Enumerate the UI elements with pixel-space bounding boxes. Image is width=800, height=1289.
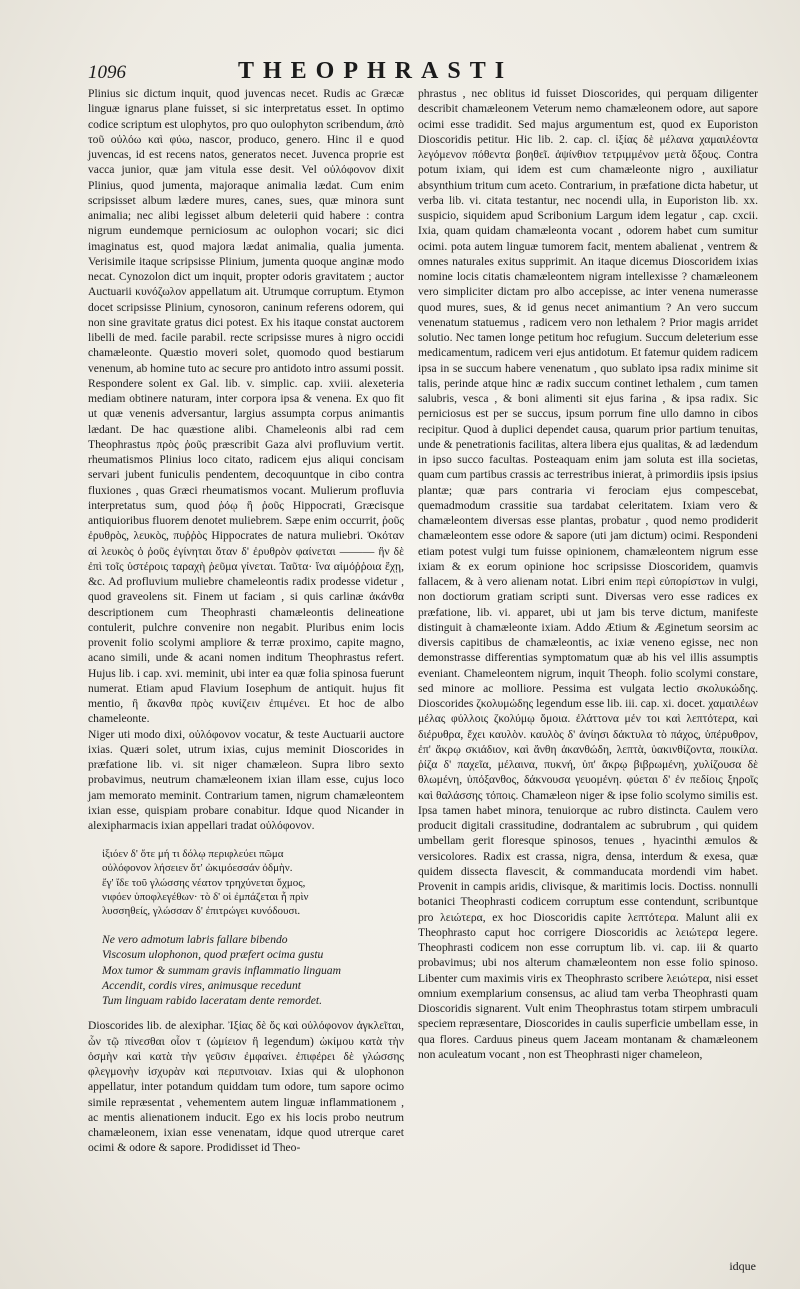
left-paragraph-3: Dioscorides lib. de alexiphar. Ἰξίας δὲ ὅς καὶ οὐλόφονον ἀγκλεῖται, ὧν τῷ πίνεσθαι οἶον τ (ὠμίειον ἢ legendum) ὠκίμου κατὰ τὴν ὀσμὴν καὶ κατὰ τὴν γεῦσιν ἐμφαίνει. ἐπιφέρει δὲ γλώσσης φλεγμονὴν ἰσχυρὰν καὶ περιπνοιαν. Ixias qui & ulophonon appellatur, inter potandum quiddam tum odore, tum sapore ocimo simile repræsentat , vehementem autem linguæ inflammationem , ac mentis alienationem inducit. Ego ex his locis probo neutrum chamæleonem, ixian esse venenatam, idque quod utrerque caret ocimi & odore & sapore. Prodidisset id Theo- <box>88 1019 404 1155</box>
greek-verse-line: νιφόεν ὑποφλεγέθων· τὸ δ' οἱ ἐμπάζεται ἦ πρὶν <box>102 890 309 903</box>
left-paragraph-2: Niger uti modo dixi, οὐλόφονον vocatur, & teste Auctuarii auctore ixias. Quæri solet, utrum ixias, cujus meminit Dioscorides in præfatione lib. vi. sit niger chamæleon. Supra libro sexto probavimus, neutrum chamæleonem ixian illam esse, cujus loco jam memorato meminit. Contrarium tamen, nigrum chamæleontem ixian esse, quispiam probare conabitur. Idque quod Nicander in alexipharmacis ixian appellari tradat οὐλόφονον. <box>88 727 404 832</box>
greek-verse-line: λυσσηθείς, γλώσσαν δ' ἐπιτρώγει κυνόδουσι. <box>102 905 301 918</box>
latin-verse-line: Ne vero admotum labris fallare bibendo <box>102 933 288 947</box>
latin-verse-line: Accendit, cordis vires, animusque recedunt <box>102 978 301 992</box>
greek-verse-block <box>102 847 404 918</box>
right-paragraph-1: phrastus , nec oblitus id fuisset Dioscorides, qui perquam diligenter describit chamæleonem Veterum nemo chamæleonem odore, aut sapore ocimi esse tradidit. Sed majus argumentum est, quod ex Euporiston Dioscoridis petitur. Hic lib. 2. cap. cl. ἰξίας δὲ μέλανα χαμαιλέοντα λεγόμενον πόθεντα βοηθεῖ. ἀψίνθιον τετριμμένον μετὰ ὄξους. Contra potum ixiam, qui idem est cum chamæleonte nigro , auxiliatur absynthium tritum cum aceto. Contrarium, in præfatione dicta habetur, ut verba lib. vi. citata testantur, nec nocendi ulla, in Euporiston lib. xx. suspicio, siquidem apud Scribonium Largum idem legatur , cap. cxcii. Ixia, quam quidam chamæleonta vocant , odorem habet cum sumitur ocimi. pota autem linguæ tumorem facit, mentem abalienat , ventrem & omnes naturales exitus supprimit. An itaque dicemus Dioscoridem ixias nomine locis citatis chamæleontem nigram intellexisse ? chamæleonem vero simpliciter dictam pro albo accepisse, ac inter venena numerasse quod mures, sues, & id genus necet animantium ? An vero succum venenatum statuemus , radicem vero non lethalem ? Prior magis arridet solutio. Nec tamen longe petitum hoc refugium. Succum deleterium esse medicamentum, radicem veri ejus antidotum. Et fatemur quidem radicem ipsa in se succum habere venenatum , quo sublato ipsa radix minime sit talis, perinde atque hinc æ radix succum continet lethalem , cum tamen salubris, vesca , & boni alimenti sit ejus farina , & ipsa radix. Sic perniciosus est per se succus, ipsum porrum fine ullo damno in cibos recipitur. Quod à duplici dependet causa, quarum prior partium tenuitas, unde & penetrationis facilitas, altera libera ejus qualitas, & ad lædendum in ipso succo facultas. Posteaquam enim jam soluta est illa societas, quam cum partibus crassis ac terrestribus inierat, à primordiis ipsis ipsius plantæ; quæ pars contraria vi ferociam ejus compescebat, quemadmodum crassitie sua tardabat celeritatem. Ixiam vero & chamæleontem diversas esse plantas, probatur , quod nemo prodiderit chamæleontem esse odore & sapore (uti jam dictum) ocimi. Respondeni etiam potest vulgi tum fuisse opinionem, chamæleontem nigrum esse ixiam & ex eorum opinione hoc scripsisse Dioscoridem, quamvis fallacem, & à vero alienam notat. Libri enim περὶ εὐπορίστων in vulgi, non doctiorum gratiam scripti sunt. Diversas vero esse radices ex præfatione, lib. vi. apparet, ubi ut jam bis terve dictum, manifeste distinguit à chamæleonte ixiam. Addo Ætium & Æginetum seorsim ac diversis capitibus de chamæleontis, ac ixiæ veneno egisse, nec non demonstrasse differentias symptomatum quæ ab his vel illis assumptis eveniant. Chameleontem nigrum, inquit Theoph. folio scolymi constare, sed minore ac molliore. Pessima est vulgata lectio σκολυκώδης. Dioscorides ζκολυμώδης legendum esse lib. iii. cap. xi. docet. χαμαιλέων μέλας φύλλοις ζκολύμῳ ὅμοια. ἐλάττονα μέν τοι καὶ λεπτότερα, καὶ διέρυθρα, ἔχει καυλὸν. καυλὸς δ' ἀνίησι δάκτυλα τὸ πάχος, ὑπέρυθρον, ἐπ' ἄκρῳ σκιάδιον, καὶ ἄνθη ἀκανθώδη, λεπτὰ, ὑακινθίζοντα, ποικίλα. ῥίζα δ' παχεῖα, μέλαινα, πυκνή, ὑπ' ἄκρῳ βιβρωμένη, χυλίζουσα δὲ θλωμένη, ὑπόξανθος, δάκνουσα γευομένη. φύεται δ' ἐν πεδίοις ξηροῖς καὶ θαλάσσης τόποις. Chamæleon niger & ipse folio scolymo similis est. Ipsa tamen habet minora, tenuiorque ac rubro distincta. Caulem vero producit digitali crassitudine, dodrantalem ac subrubrum , qui quidem umbellam gerit floresque spinosos, tenues , hyacinthi æmulos & versicolores. Radix est crassa, nigra, densa, interdum & exesa, quæ quidem dissecta flavescit, & commanducata mordendi vim habet. Provenit in campis aridis, clivisque, & maritimis locis. Doctiss. nonnulli botanici Theophrasti codicem corruptum esse contendunt, scribuntque pro λειώτερα, ex hoc Dioscoridis capite λεπτότερα. Malunt alii ex Theophrasto caput hoc corrigere Dioscoridis ac λειώτερα legere. Theophrasti codicem non esse corruptum lib. vi. cap. iii & quarto probavimus; ubi nos alterum chamæleontem non esse folio spinoso. Libenter cum maximis viris ex Theophrasto scribere λειώτερα, nisi esset omnium exemplarium consensus, ac aliud tam verba Theophrasti quam Dioscoridis signarent. Vult enim Theophrastus totam stirpem umbraculi speciem repræsentare, Dioscorides in caulis superficie umbellam esse, in qua flores. Carduus pineus quem Jaceam montanam & chamæleonem non aculeatum vocant , non est Theophrasti niger chameleon, <box>418 87 758 1061</box>
latin-verse-block <box>102 932 404 1008</box>
latin-verse-line: Viscosum ulophonon, quod præfert ocima gustu <box>102 948 324 962</box>
greek-verse-line: ἔγ' ἴδε τοῦ γλώσσης νέατον τρηχύνεται ὄχμος, <box>102 876 306 889</box>
catchword: idque <box>729 1259 756 1273</box>
greek-verse-line: ἰξιόεν δ' ὅτε μή τι δόλῳ περιφλεύει πῶμα <box>102 848 284 861</box>
right-column <box>418 86 758 1276</box>
page-header <box>88 58 768 86</box>
left-paragraph-1: Plinius sic dictum inquit, quod juvencas necet. Rudis ac Græcæ linguæ ignarus plane fuisset, si sic interpretatus esset. In optimo codice scriptum est ulophytos, pro quo oulophyton scribendum, ἀπὸ τοῦ οὐλόω καὶ φύω, nascor, produco, genero. Hinc il e quod juvencas, id est recens natos, generatos necet. Juvenca proprie est vacca junior, quæ jam vitula esse desit. Vel οὐλόφονον dixit Plinius, quod jumenta, majoraque animalia lædat. Cum enim scripsisset album lædere mures, canes, sues, quæ minora sunt animalia; nec alibi legisset album deleterii quid habere : contra nigrum eundemque perniciosum ac oulophon vocari; sic dici imaginatus est, quod majora lædat animalia, qualia jumenta. Verisimile itaque scripsisse Plinium, jumenta quoque anginæ modo necat. Cynozolon dict um inquit, propter odoris gravitatem ; auctor Auctuarii κυνόζωλον appellatum ait. Utrumque corruptum. Etymon docet scripsisse Plinium, cynosoron, caninum referens odorem, qui non sine gravitate gratus dici potest. Ex his itaque constat auctorem libelli de med. facile parabil. recte scripsisse mures à nigro occidi chamæleonte. Quæstio moveri solet, quomodo quod bestiarum venenum, ab homine tuto ac secure pro antidoto intro assumi possit. Respondere solent ex Gal. lib. v. simplic. cap. xviii. alexeteria mediam obtinere naturam, inter corpora ipsa & venena. Ex quo fit ut quæ venenis adversantur, largius assumpta corpus animantis lædant. De hac quæstione alibi. Chameleonis albi rad cem Theophrastus πρὸς ῥοῦς præscribit Gaza alvi profluvium vertit. rheumatismos Plinius loco citato, radicem ejus aliqui concisam servari jubent funiculis pendentem, decoquuntque in cibo contra fluxiones , quas Græci rheumatismos vocant. Mulierum profluvia interpretatus sum, quod ῥόῳ ἢ ῥοῦς Hippocrati, Græcisque antiquioribus fluorem denotet muliebrem. Sæpe enim occurrit, ῥοῦς ἐρυθρὸς, λευκὸς, πυῤῥὸς Hippocrates de natura muliebri. Ὁκόταν αἱ λευκὸς ὁ ῥοῦς ἐγίνηται ὅταν δ' ἐρυθρὸν φαίνεται ——— ἢν δὲ ἐπὶ τοῖς ὑστέροις ταραχὴ ῥεῦμα γίνεται. Ταῦτα· ἵνα αἱμόῤῥοια ἔχῃ, &c. Ad profluvium muliebre chameleontis radix prodesse videtur , quod graveolens sit. Finem ut faciam , si quis carlinæ ἀκάνθα descriptionem cum Theophrasti chamæleontis delineatione contulerit, pulchre convenire non negabit. Pluribus enim locis provenit folio scolymi ampliore & terræ proximo, capite magno, acano simili, unde & acani nomen inditum Theophrastus refert. Hujus lib. i cap. xvi. meminit, ubi inter ea quæ folia spinosa fuerunt numerat. Etiam apud Flavium Iosephum de antiquit. hujus fit mentio, ἢ ἄκανθα πρὸς κυνίζειν ἐπιμένει. Et hoc de albo chameleonte. <box>88 87 404 726</box>
running-title: THEOPHRASTI <box>238 58 514 84</box>
left-column <box>88 86 404 1276</box>
greek-verse-line: οὐλόφονον λήσειεν ὅτ' ὠκιμόεσσάν ὀδμὴν. <box>102 862 293 875</box>
latin-verse-line: Tum linguam rabido laceratam dente remordet. <box>102 994 323 1008</box>
page-number: 1096 <box>88 62 126 83</box>
latin-verse-line: Mox tumor & summam gravis inflammatio linguam <box>102 963 341 977</box>
